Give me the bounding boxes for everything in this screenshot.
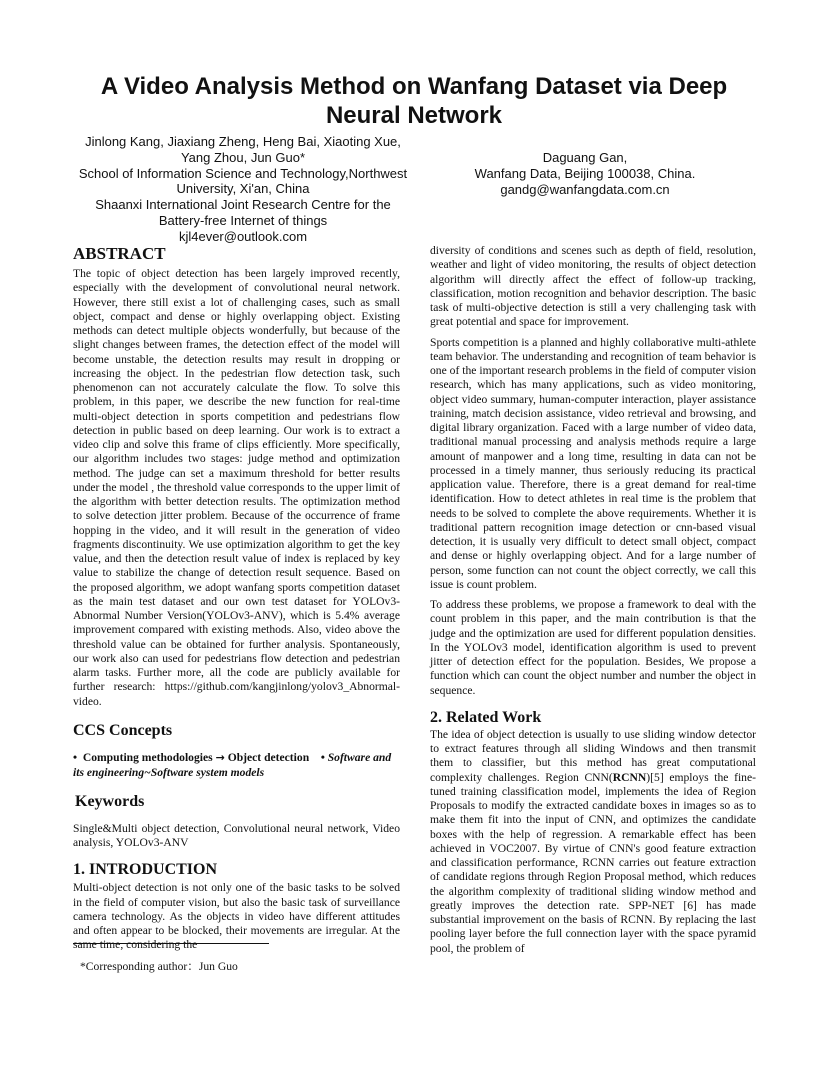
authors-left xyxy=(72,134,414,245)
ccs-concepts xyxy=(73,750,400,780)
ccs-term: Object detection xyxy=(227,750,310,764)
arrow-right-icon: → xyxy=(215,750,225,764)
abstract-text: The topic of object detection has been largely improved recently, especially with the development of convolutional neural network. However, there still exist a lot of challenging cases, such as small object, compact and dense or highly overlapping object. Existing methods can detect multiple objects wonderfully, but because of the slight changes between frames, the detection effect of the model will become unstable, the detection results may result in dropping or increasing the object. In the pedestrian flow detection task, such phenomenon can not accurately calculate the flow. To solve this problem, in this paper, we describe the new function for real-time multi-object detection in sports competition and pedestrians flow detection in public based on deep learning. Our work is to extract a video clip and solve this frame of clips efficiently. More specifically, our algorithm includes two stages: judge method and optimization method. The judge can set a maximum threshold for better results under the model , the threshold value corresponds to the upper limit of the algorithm with better detection results. The optimization method to solve detection jitter problem. Because of the occurrence of frame hopping in the video, and it will result in the generation of video fragments discontinuity. We use optimization algorithm to get the key value, and then the detection result value of index is replaced by key value to stabilize the change of detection result sequence. Based on the proposed algorithm, we adopt wanfang sports competition dataset as the main test dataset and our own test dataset for YOLOv3-Abnormal Number Version(YOLOv3-ANV), which is 5.4% average improvement compared with existing methods. Also, video above the threshold value can be obtained for further analysis. Spontaneously, our work also can used for pedestrians flow detection and pedestrian alarm tasks. Further more, all the code are publicly available for further research: https://github.com/kangjinlong/yolov3_Abnormal-video. xyxy=(73,267,400,708)
author-line: Yang Zhou, Jun Guo* xyxy=(180,149,306,165)
ccs-term: and its engineering~Software system models xyxy=(73,750,392,779)
affiliation-line: University, Xi'an, China xyxy=(176,181,310,197)
intro-paragraph: To address these problems, we propose a framework to deal with the count problem in this paper, and the main contribution is that the judge and the optimization are used for different population densities. In the YOLOv3 model, identification algorithm is used to prevent jitter of detection effect for the population. Besides, We propose a function which can count the object number and number the object in sequence. xyxy=(430,598,756,697)
bullet: • xyxy=(320,750,325,764)
footnote-divider xyxy=(73,943,269,944)
affiliation-line: Battery-free Internet of things xyxy=(158,212,328,228)
introduction-heading: 1. INTRODUCTION xyxy=(73,861,218,879)
left-column xyxy=(73,244,400,953)
paper-title xyxy=(60,72,768,130)
ccs-term: Software xyxy=(327,750,371,764)
ccs-heading: CCS Concepts xyxy=(73,721,173,739)
text-run-bold: RCNN xyxy=(612,770,647,784)
affiliation-line: School of Information Science and Technology,Northwest xyxy=(78,165,408,181)
intro-paragraph: Multi-object detection is not only one of the basic tasks to be solved in the field of computer vision, but also the basic task of surveillance camera technology. As the objects in video have different attitudes and often appear to be blocked, their movements are irregular. At the same time, considering the xyxy=(73,881,400,952)
affiliation-line: Wanfang Data, Beijing 100038, China. xyxy=(474,165,696,181)
footnote: *Corresponding author：Jun Guo xyxy=(80,960,238,973)
bullet: • xyxy=(73,750,78,764)
keywords-heading: Keywords xyxy=(75,792,145,810)
title-line: A Video Analysis Method on Wanfang Dataset via Deep xyxy=(100,73,728,100)
related-work-text xyxy=(430,728,756,956)
ccs-term: Computing methodologies xyxy=(82,750,213,764)
title-line: Neural Network xyxy=(325,102,503,129)
intro-paragraph-continued: diversity of conditions and scenes such as depth of field, resolution, weather and light of video monitoring, the results of object detection algorithm will directly affect the effect of follow-up tracking, classification, motion recognition and behavior description. The basic task of multi-objective detection is still a very challenging task with great potential and space for improvement. xyxy=(430,244,756,329)
intro-paragraph: Sports competition is a planned and highly collaborative multi-athlete team behavior. The understanding and recognition of team behavior is one of the important research problems in the field of computer vision research, which has many applications, such as video monitoring, object video summary, human-computer interaction, player assistance training, match decision assistance, video retrieval and browsing, and digital library organization. Faced with a large number of video data, traditional manual processing and analysis methods require a large amount of manpower and a long time, resulting in data can not be processed in a timely manner, thus seriously reducing its practical application value. Therefore, there is a great demand for real-time identification. How to detect athletes in real time is the problem that needs to be solved to complete the above requirements. Whether it is traditional pattern recognition image detection or cnn-based visual detection, it is usually very difficult to detect small object, compact and dense or highly overlapping object. And for a large number of person, some function can not count the object correctly, we call this issue is count problem. xyxy=(430,335,756,591)
keywords-text: Single&Multi object detection, Convolutional neural network, Video analysis, YOLOv3-ANV xyxy=(73,821,400,849)
text-run: )[5] employs the fine-tuned training classification model, implements the idea of Region Proposals to modify the extracted candidate boxes in images so as to make them fit into the input of CNN, and optimizes the candidate boxes with the help of regression. A remarkable effect has been achieved in VOC2007. By virtue of CNN's good feature extraction and classification performance, RCNN carries out feature extraction of candidate regions through Region Proposal method, which reduces the algorithm complexity of traditional sliding window method and greatly improves the detection rate. SPP-NET [6] has made substantial improvement on the basis of RCNN. By replacing the last pooling layer before the full connection layer with the space pyramid pool, the problem of xyxy=(430,770,756,955)
affiliation-line: Shaanxi International Joint Research Centre for the xyxy=(95,197,391,213)
email-line: kjl4ever@outlook.com xyxy=(178,228,308,244)
text-run: The idea of object detection is usually to use sliding window detector to extract features through all sliding Windows and then transmit them to classifier, but this method has great computational complexity challenges. Region CNN( xyxy=(430,727,756,784)
authors-right xyxy=(460,150,710,197)
author-line: Jinlong Kang, Jiaxiang Zheng, Heng Bai, Xiaoting Xue, xyxy=(85,134,401,149)
related-work-heading: 2. Related Work xyxy=(430,708,542,726)
author-line: Daguang Gan, xyxy=(542,150,628,165)
right-column xyxy=(430,244,756,956)
email-line: gandg@wanfangdata.com.cn xyxy=(500,181,670,197)
abstract-heading: ABSTRACT xyxy=(73,244,166,263)
